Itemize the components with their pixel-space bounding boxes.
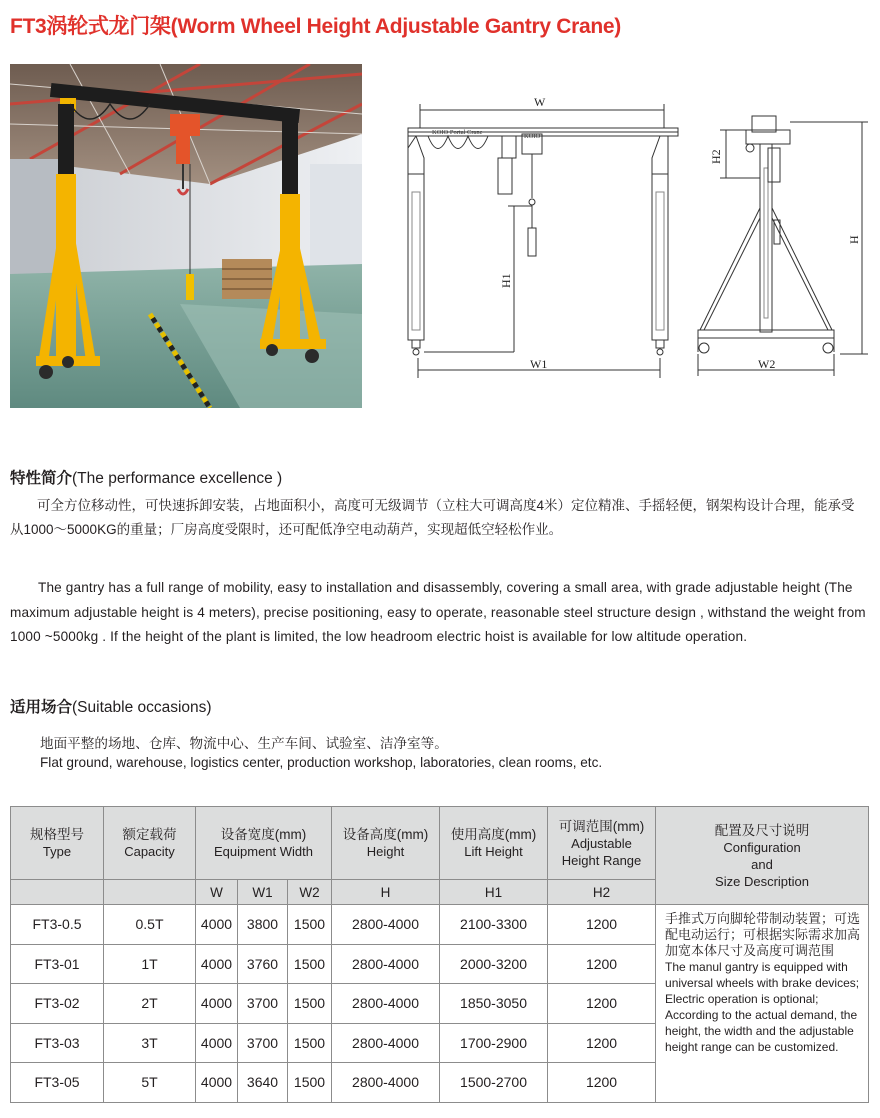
label-h2: H2 bbox=[709, 149, 723, 164]
label-h: H bbox=[847, 235, 861, 244]
cell-w2: 1500 bbox=[288, 905, 332, 945]
cell-h: 2800-4000 bbox=[332, 984, 440, 1024]
cell-w1: 3640 bbox=[238, 1063, 288, 1103]
header-w: W bbox=[196, 880, 238, 905]
table-row bbox=[11, 905, 869, 945]
side-view-drawing bbox=[690, 108, 872, 380]
cell-w1: 3700 bbox=[238, 1023, 288, 1063]
beam-label: KOIO Portal Crane bbox=[432, 129, 483, 136]
label-h1: H1 bbox=[499, 273, 513, 288]
cell-h1: 1700-2900 bbox=[440, 1023, 548, 1063]
cell-capacity: 5T bbox=[104, 1063, 196, 1103]
performance-cn-text: 可全方位移动性，可快速拆卸安装，占地面积小，高度可无级调节（立柱大可调高度4米）定位精准、手摇轻便，钢架构设计合理，能承受从1000～5000KG的重量；厂房高度受限时，还可配低净空电动葫芦，实现超低空轻松作业。 bbox=[10, 498, 855, 537]
header-h2: H2 bbox=[548, 880, 656, 905]
header-h: H bbox=[332, 880, 440, 905]
cell-w: 4000 bbox=[196, 944, 238, 984]
cell-w: 4000 bbox=[196, 1023, 238, 1063]
header-blank-capacity bbox=[104, 880, 196, 905]
cell-w2: 1500 bbox=[288, 1063, 332, 1103]
cell-w1: 3760 bbox=[238, 944, 288, 984]
header-capacity: 额定载荷 Capacity bbox=[104, 807, 196, 880]
product-photo bbox=[10, 64, 362, 408]
header-w1: W1 bbox=[238, 880, 288, 905]
page-title: FT3涡轮式龙门架(Worm Wheel Height Adjustable Gantry Crane) bbox=[10, 15, 621, 38]
cell-h: 2800-4000 bbox=[332, 1023, 440, 1063]
cell-h: 2800-4000 bbox=[332, 1063, 440, 1103]
cell-h: 2800-4000 bbox=[332, 944, 440, 984]
cell-w: 4000 bbox=[196, 1063, 238, 1103]
spec-table bbox=[10, 806, 869, 1103]
config-description: 手推式万向脚轮带制动装置；可选配电动运行；可根据实际需求加高加宽本体尺寸及高度可调范围 The manul gantry is equipped with universal wheels with brake devices; Electric operation is optional; According to the actual demand, the height, the width and the adjustable height range can be customized. bbox=[656, 905, 869, 1103]
cell-h2: 1200 bbox=[548, 984, 656, 1024]
cell-h2: 1200 bbox=[548, 1063, 656, 1103]
performance-heading: 特性简介(The performance excellence ) bbox=[10, 470, 283, 487]
header-lift-height: 使用高度(mm) Lift Height bbox=[440, 807, 548, 880]
header-w2: W2 bbox=[288, 880, 332, 905]
performance-en-text: The gantry has a full range of mobility, easy to installation and disassembly, covering a small area, with grade adjustable height (The maximum adjustable height is 4 meters), precise positioning, easy to operate, reasonable steel structure design , withstand the weight from 1000 ~5000kg . If the height of the plant is limited, the low headroom electric hoist is available for low altitude operation. bbox=[10, 580, 866, 644]
cell-type: FT3-01 bbox=[11, 944, 104, 984]
cell-w1: 3800 bbox=[238, 905, 288, 945]
cell-w2: 1500 bbox=[288, 984, 332, 1024]
cell-type: FT3-02 bbox=[11, 984, 104, 1024]
label-w: W bbox=[534, 95, 546, 109]
cell-h2: 1200 bbox=[548, 944, 656, 984]
front-view-drawing bbox=[398, 88, 680, 380]
cell-capacity: 2T bbox=[104, 984, 196, 1024]
cell-capacity: 3T bbox=[104, 1023, 196, 1063]
header-type: 规格型号 Type bbox=[11, 807, 104, 880]
cell-capacity: 1T bbox=[104, 944, 196, 984]
cell-h1: 1850-3050 bbox=[440, 984, 548, 1024]
cell-w1: 3700 bbox=[238, 984, 288, 1024]
occasions-heading: 适用场合(Suitable occasions) bbox=[10, 699, 212, 716]
cell-capacity: 0.5T bbox=[104, 905, 196, 945]
cell-h: 2800-4000 bbox=[332, 905, 440, 945]
header-h1: H1 bbox=[440, 880, 548, 905]
occasions-cn-text: 地面平整的场地、仓库、物流中心、生产车间、试验室、洁净室等。 bbox=[40, 736, 448, 751]
hoist-label: KOIO bbox=[524, 133, 541, 140]
header-config: 配置及尺寸说明 Configuration and Size Description bbox=[656, 807, 869, 905]
label-w1: W1 bbox=[530, 357, 548, 371]
cell-w: 4000 bbox=[196, 984, 238, 1024]
occasions-en-text: Flat ground, warehouse, logistics center, production workshop, laboratories, clean rooms, etc. bbox=[40, 755, 603, 770]
cell-type: FT3-0.5 bbox=[11, 905, 104, 945]
cell-h1: 2100-3300 bbox=[440, 905, 548, 945]
header-range: 可调范围(mm) Adjustable Height Range bbox=[548, 807, 656, 880]
header-height: 设备高度(mm) Height bbox=[332, 807, 440, 880]
cell-h2: 1200 bbox=[548, 1023, 656, 1063]
cell-h1: 2000-3200 bbox=[440, 944, 548, 984]
cell-h2: 1200 bbox=[548, 905, 656, 945]
label-w2: W2 bbox=[758, 357, 776, 371]
cell-w2: 1500 bbox=[288, 1023, 332, 1063]
header-blank-type bbox=[11, 880, 104, 905]
cell-type: FT3-05 bbox=[11, 1063, 104, 1103]
cell-w: 4000 bbox=[196, 905, 238, 945]
cell-h1: 1500-2700 bbox=[440, 1063, 548, 1103]
cell-type: FT3-03 bbox=[11, 1023, 104, 1063]
cell-w2: 1500 bbox=[288, 944, 332, 984]
header-width: 设备宽度(mm) Equipment Width bbox=[196, 807, 332, 880]
